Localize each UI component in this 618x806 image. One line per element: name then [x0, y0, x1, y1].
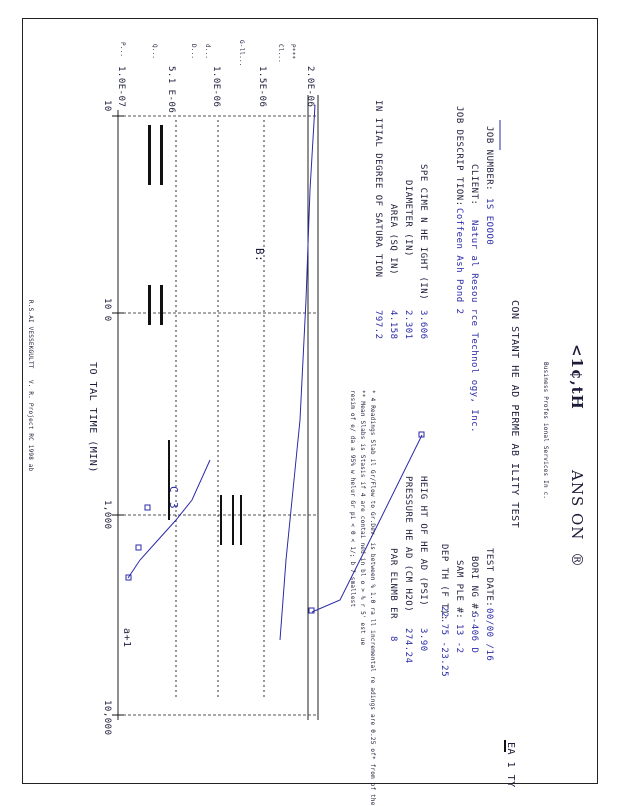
boring: G-406 D: [469, 612, 479, 654]
test-date-label: TEST DATE:: [484, 548, 494, 608]
graph-note-c: C: [167, 486, 180, 494]
y-tick-1: 1.5E-06: [257, 66, 267, 108]
saturation-label: IN ITIAL DEGREE OF SATURA TION: [373, 100, 383, 278]
permeameter: 8: [388, 636, 398, 642]
job-number-label: JOB NUMBER:: [484, 126, 494, 192]
company-logo: <1¢,tH: [568, 344, 586, 410]
company-tagline: Business Profes ional Services In c.: [542, 362, 549, 500]
legend-item-6: P...: [119, 42, 126, 58]
job-number: 1S EOOO0: [484, 198, 494, 246]
graph-note-end: a+1: [121, 628, 132, 648]
x-tick-1: 10 0: [102, 298, 112, 322]
client: Natur al Resou rce Technol ogy, Inc.: [469, 220, 479, 434]
graph-note-3: 3: [167, 502, 180, 510]
area: 4.158: [388, 310, 398, 340]
boring-label: BORI NG #:: [469, 556, 479, 616]
note-3: resim of e/ da a 95% w helur Gr pi < 0 < 1/; b 7 smallest: [349, 390, 356, 608]
sample: 13 -2: [454, 624, 464, 654]
legend-item-1: Cl...: [277, 44, 284, 64]
legend-item-0: P***: [289, 44, 296, 60]
y-tick-3: 5.1 E-06: [166, 66, 176, 114]
y-tick-4: 1.0E-07: [116, 66, 126, 108]
pressure-head-label: PRESSURE HE AD (CM H2O): [403, 476, 413, 613]
y-tick-2: 1.0E-06: [211, 66, 221, 108]
legend-item-4: D...: [190, 44, 197, 60]
graph-note-b: B:: [253, 248, 266, 263]
specimen-height: 3.606: [418, 310, 428, 340]
x-tick-0: 10: [102, 100, 112, 112]
permeameter-label: PAR ELNMB ER: [388, 548, 398, 620]
note-2: ** Mean Slabs is Stasis if 4 are contai ned in bl o > % r 5' est ue: [359, 390, 366, 646]
specimen-height-label: SPE CIME N HE IGHT (IN): [418, 164, 428, 301]
depth: 22.75 -23.25: [439, 606, 449, 678]
note-1: * 4 Readings Slab il Gr/Flow to Gr.Dev. is between % 1.0 ra ll incremental re adings are 0.25 of* from of the: [369, 390, 376, 806]
report-title: CON STANT HE AD PERME AB ILITY TEST: [509, 300, 520, 529]
sample-label: SAM PLE #:: [454, 560, 464, 620]
diameter-label: DIAMETER (IN): [403, 180, 413, 257]
test-date: 00/00 /16: [484, 608, 494, 662]
company-name: ANS ON: [568, 470, 586, 541]
job-desc: Coffeen Ash Pond 2: [454, 208, 464, 315]
legend-item-2: G-ll...: [238, 40, 245, 67]
stamp-bottom: EA 1 TY: [505, 742, 516, 788]
depth-label: DEP TH (F T):: [439, 544, 449, 621]
legend-item-3: d...: [204, 44, 211, 60]
height-head-label: HEIG HT OF HE AD (PSI): [418, 476, 428, 607]
footer-right: V. R. Project RC 1998 ab: [27, 380, 34, 472]
x-tick-3: 10,000: [102, 700, 112, 736]
footer-left: R.S.AI VESSEKGULTT: [27, 300, 34, 369]
x-tick-2: 1,000: [102, 500, 112, 530]
diameter: 2.301: [403, 310, 413, 340]
y-tick-0: 2.0E-06: [305, 66, 315, 108]
pressure-head: 274.24: [403, 628, 413, 664]
area-label: AREA (SQ IN): [388, 204, 398, 276]
legend-item-5: Q...: [151, 44, 158, 60]
height-head: 3.90: [418, 628, 428, 652]
saturation: 797.2: [373, 310, 383, 340]
registered-mark: ®: [568, 552, 586, 568]
client-label: CLIENT:: [469, 164, 479, 206]
x-axis-label: TO TAL TIME (MIN): [87, 362, 98, 473]
job-desc-label: JOB DESCRIP TION:: [454, 106, 464, 207]
